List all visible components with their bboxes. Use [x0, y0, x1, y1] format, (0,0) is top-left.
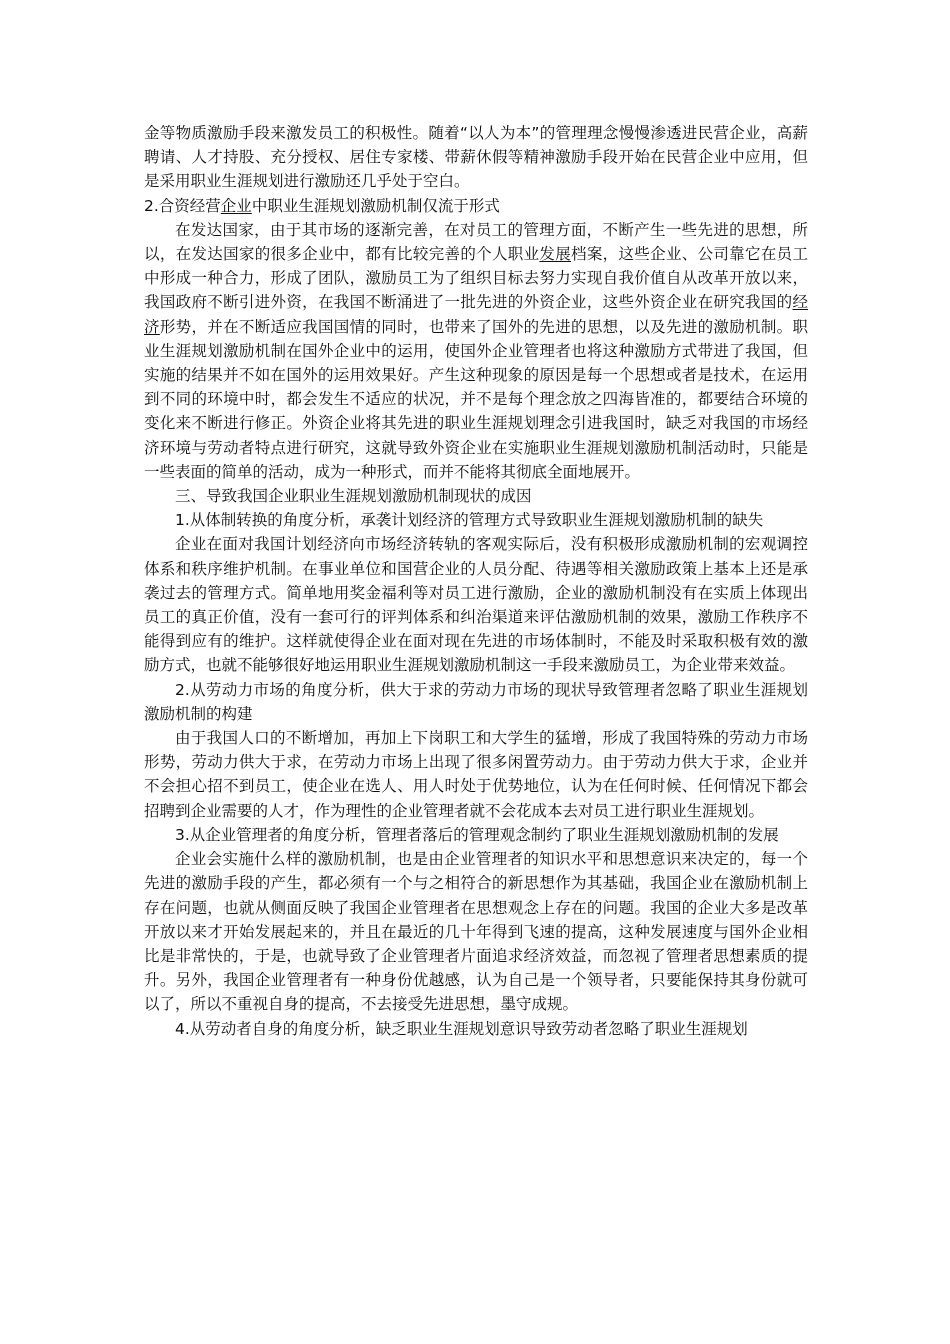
paragraph-text: 企业在面对我国计划经济向市场经济转轨的客观实际后，没有积极形成激励机制的宏观调控体系和秩序维护机制。在事业单位和国营企业的人员分配、待遇等相关激励政策上基本上还是承袭过去的管理方式。简单地用奖金福利等对员工进行激励，企业的激励机制没有在实质上体现出员工的真正价值，没有一套可行的评判体系和纠治渠道来评估激励机制的效果，激励工作秩序不能得到应有的维护。这样就使得企业在面对现在先进的市场体制时，不能及时采取积极有效的激励方式，也就不能够很好地运用职业生涯规划激励机制这一手段来激励员工，为企业带来效益。 [144, 535, 808, 675]
hyperlink[interactable]: 发展 [539, 245, 572, 264]
paragraph-text: 企业会实施什么样的激励机制，也是由企业管理者的知识水平和思想意识来决定的，每一个先进的激励手段的产生，都必须有一个与之相符合的新思想作为其基础，我国企业在激励机制上存在问题，也就从侧面反映了我国企业管理者在思想观念上存在的问题。我国的企业大多是改革开放以来才开始发展起来的，并且在最近的几十年得到飞速的提高，这种发展速度与国外企业相比是非常快的，于是，也就导致了企业管理者片面追求经济效益，而忽视了管理者思想素质的提升。另外，我国企业管理者有一种身份优越感，认为自己是一个领导者，只要能保持其身份就可以了，所以不重视自身的提高，不去接受先进思想，墨守成规。 [144, 850, 808, 1014]
paragraph-p7 [144, 678, 808, 726]
paragraph-text: 三、导致我国企业职业生涯规划激励机制现状的成因 [175, 487, 532, 506]
paragraph-p6 [144, 532, 808, 677]
paragraph-text: 档案，这些企业、公司靠它在员工中形成一种合力，形成了团队，激励员工为了组织目标去努力实现自我价值自从改革开放以来，我国政府不断引进外资，在我国不断涌进了一批先进的外资企业，这些外资企业在研究我国的 [144, 245, 808, 312]
paragraph-text: 2.从劳动力市场的角度分析，供大于求的劳动力市场的现状导致管理者忽略了职业生涯规划激励机制的构建 [144, 680, 808, 723]
paragraph-p9 [144, 823, 808, 847]
paragraph-text: 2.合资经营 [144, 196, 221, 215]
paragraph-p11 [144, 1017, 808, 1041]
paragraph-p10 [144, 847, 808, 1016]
paragraph-text: 4.从劳动者自身的角度分析，缺乏职业生涯规划意识导致劳动者忽略了职业生涯规划 [175, 1019, 748, 1038]
paragraph-p5 [144, 508, 808, 532]
paragraph-text: 中职业生涯规划激励机制仅流于形式 [251, 196, 500, 215]
document-page [144, 121, 808, 1041]
paragraph-text: 形势，并在不断适应我国国情的同时，也带来了国外的先进的思想，以及先进的激励机制。职业生涯规划激励机制在国外企业中的运用，使国外企业管理者也将这种激励方式带进了我国，但实施的结果并不如在国外的运用效果好。产生这种现象的原因是每一个思想或者是技术，在运用到不同的环境中时，都会发生不适应的状况，并不是每个理念放之四海皆准的，都要结合环境的变化来不断进行修正。外资企业将其先进的职业生涯规划理念引进我国时，缺乏对我国的市场经济环境与劳动者特点进行研究，这就导致外资企业在实施职业生涯规划激励机制活动时，只能是一些表面的简单的活动，成为一种形式，而并不能将其彻底全面地展开。 [144, 317, 808, 481]
paragraph-text: 由于我国人口的不断增加，再加上下岗职工和大学生的猛增，形成了我国特殊的劳动力市场形势，劳动力供大于求，在劳动力市场上出现了很多闲置劳动力。由于劳动力供大于求，企业并不会担心招不到员工，使企业在选人、用人时处于优势地位，认为在任何时候、任何情况下都会招聘到企业需要的人才，作为理性的企业管理者就不会花成本去对员工进行职业生涯规划。 [144, 729, 808, 820]
paragraph-text: 3.从企业管理者的角度分析，管理者落后的管理观念制约了职业生涯规划激励机制的发展 [175, 825, 779, 844]
paragraph-p3 [144, 218, 808, 484]
hyperlink[interactable]: 经济 [144, 293, 808, 336]
paragraph-p8 [144, 726, 808, 823]
paragraph-p1 [144, 121, 808, 194]
paragraph-text: 1.从体制转换的角度分析，承袭计划经济的管理方式导致职业生涯规划激励机制的缺失 [175, 511, 764, 530]
paragraph-p2 [144, 194, 808, 218]
paragraph-text: 金等物质激励手段来激发员工的积极性。随着“以人为本”的管理理念慢慢渗透进民营企业，高薪聘请、人才持股、充分授权、居住专家楼、带薪休假等精神激励手段开始在民营企业中应用，但是采用职业生涯规划进行激励还几乎处于空白。 [144, 124, 808, 191]
paragraph-p4 [144, 484, 808, 508]
paragraph-text: 在发达国家，由于其市场的逐渐完善，在对员工的管理方面，不断产生一些先进的思想，所以，在发达国家的很多企业中，都有比较完善的个人职业 [144, 220, 808, 264]
hyperlink[interactable]: 企业 [220, 196, 252, 215]
